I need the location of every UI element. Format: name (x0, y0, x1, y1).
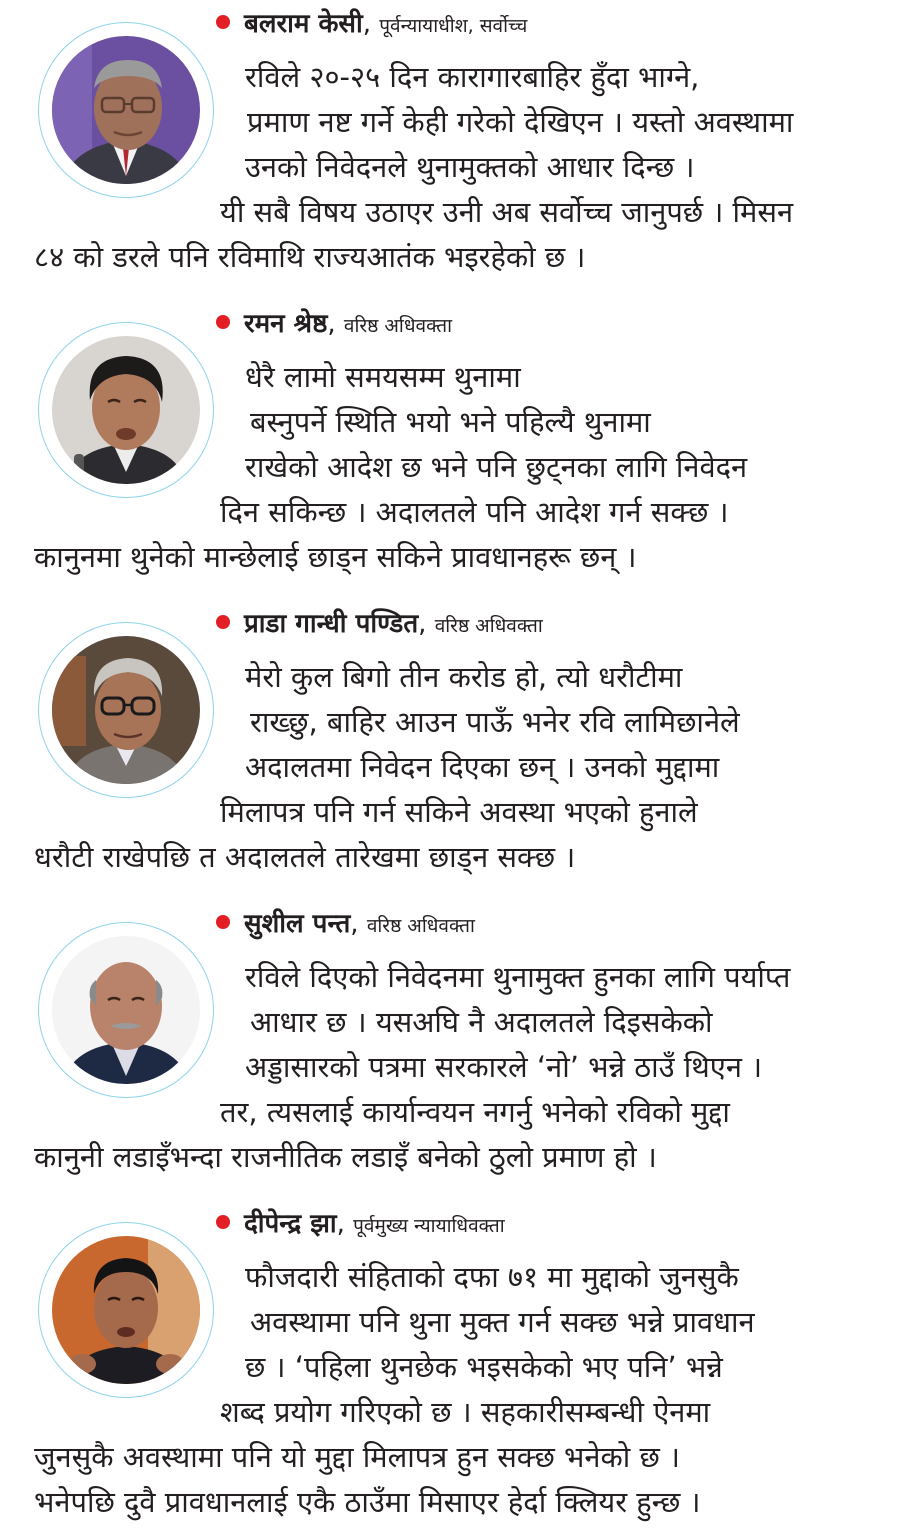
byline-separator: , (336, 1209, 354, 1239)
avatar-photo (52, 336, 200, 484)
quote-line: मेरो कुल बिगो तीन करोड हो, त्यो धरौटीमा (245, 660, 683, 694)
red-bullet-icon (216, 615, 230, 629)
quote-line: अड्डासारको पत्रमा सरकारले ‘नो’ भन्ने ठाउँ थिएन । (245, 1050, 763, 1084)
byline (216, 304, 452, 340)
quote-line: बस्नुपर्ने स्थिति भयो भने पहिल्यै थुनामा (250, 405, 651, 439)
quote-line: उनको निवेदनले थुनामुक्तको आधार दिन्छ । (245, 150, 695, 184)
avatar-photo (52, 936, 200, 1084)
person-role: पूर्वन्यायाधीश, सर्वोच्च (379, 15, 528, 37)
byline (216, 1204, 505, 1240)
quote-line: धरौटी राखेपछि त अदालतले तारेखमा छाड्न सक्छ । (34, 840, 576, 874)
quote-line: तर, त्यसलाई कार्यान्वयन नगर्नु भनेको रविको मुद्दा (220, 1095, 730, 1129)
quote-line: रविले २०-२५ दिन कारागारबाहिर हुँदा भाग्ने, (245, 60, 700, 94)
person-role: पूर्वमुख्य न्यायाधिवक्ता (353, 1215, 505, 1237)
person-role: वरिष्ठ अधिवक्ता (434, 615, 543, 637)
quote-line: अवस्थामा पनि थुना मुक्त गर्न सक्छ भन्ने प्रावधान (250, 1305, 755, 1339)
person-name: रमन श्रेष्ठ (244, 309, 328, 339)
quote-block-dipendra-jha (0, 1200, 915, 1529)
quote-line: फौजदारी संहिताको दफा ७१ मा मुद्दाको जुनसुकै (245, 1260, 739, 1294)
quote-line: दिन सकिन्छ । अदालतले पनि आदेश गर्न सक्छ । (220, 495, 729, 529)
quote-line: राख्छु, बाहिर आउन पाऊँ भनेर रवि लामिछानेले (250, 705, 740, 739)
avatar-ring (38, 1222, 214, 1398)
avatar-ring (38, 922, 214, 1098)
quote-line: छ । ‘पहिला थुनछेक भइसकेको भए पनि’ भन्ने (245, 1350, 723, 1384)
quote-line: ८४ को डरले पनि रविमाथि राज्यआतंक भइरहेको छ । (34, 240, 586, 274)
quote-line: अदालतमा निवेदन दिएका छन् । उनको मुद्दामा (245, 750, 720, 784)
quote-line: प्रमाण नष्ट गर्ने केही गरेको देखिएन । यस्तो अवस्थामा (247, 105, 794, 139)
avatar-ring (38, 622, 214, 798)
quote-block-balram-kc (0, 0, 915, 300)
quote-line: यी सबै विषय उठाएर उनी अब सर्वोच्च जानुपर्छ । मिसन (220, 195, 794, 229)
avatar-ring (38, 322, 214, 498)
byline (216, 4, 527, 40)
red-bullet-icon (216, 915, 230, 929)
quote-line: शब्द प्रयोग गरिएको छ । सहकारीसम्बन्धी ऐनमा (220, 1395, 711, 1429)
quote-line: राखेको आदेश छ भने पनि छुट्नका लागि निवेदन (245, 450, 748, 484)
byline-separator: , (350, 909, 367, 939)
quote-line: रविले दिएको निवेदनमा थुनामुक्त हुनका लागि पर्याप्त (245, 960, 791, 994)
quote-line: भनेपछि दुवै प्रावधानलाई एकै ठाउँमा मिसाएर हेर्दा क्लियर हुन्छ । (34, 1485, 701, 1519)
red-bullet-icon (216, 1215, 230, 1229)
quote-line: कानुनमा थुनेको मान्छेलाई छाड्न सकिने प्रावधानहरू छन् । (34, 540, 637, 574)
quote-line: कानुनी लडाइँभन्दा राजनीतिक लडाइँ बनेको ठुलो प्रमाण हो । (34, 1140, 657, 1174)
person-role: वरिष्ठ अधिवक्ता (343, 315, 453, 337)
byline-separator: , (362, 9, 380, 39)
red-bullet-icon (216, 15, 230, 29)
avatar-photo (52, 1236, 200, 1384)
person-name: दीपेन्द्र झा (244, 1209, 337, 1239)
quote-line: जुनसुकै अवस्थामा पनि यो मुद्दा मिलापत्र हुन सक्छ भनेको छ । (34, 1440, 681, 1474)
avatar-photo (52, 636, 200, 784)
byline-separator: , (418, 609, 435, 639)
quote-block-gandhi-pandit (0, 600, 915, 900)
byline-separator: , (327, 309, 344, 339)
avatar-photo (52, 36, 200, 184)
quote-block-sushil-pant (0, 900, 915, 1200)
person-role: वरिष्ठ अधिवक्ता (366, 915, 475, 937)
person-name: सुशील पन्त (244, 909, 351, 939)
avatar-ring (38, 22, 214, 198)
person-name: बलराम केसी (244, 9, 363, 39)
person-name: प्राडा गान्धी पण्डित (244, 609, 419, 639)
quote-line: धेरै लामो समयसम्म थुनामा (245, 360, 521, 394)
red-bullet-icon (216, 315, 230, 329)
quote-block-raman-shrestha (0, 300, 915, 600)
byline (216, 604, 543, 640)
quote-line: मिलापत्र पनि गर्न सकिने अवस्था भएको हुनाले (220, 795, 698, 829)
byline (216, 904, 475, 940)
quote-line: आधार छ । यसअघि नै अदालतले दिइसकेको (250, 1005, 713, 1039)
